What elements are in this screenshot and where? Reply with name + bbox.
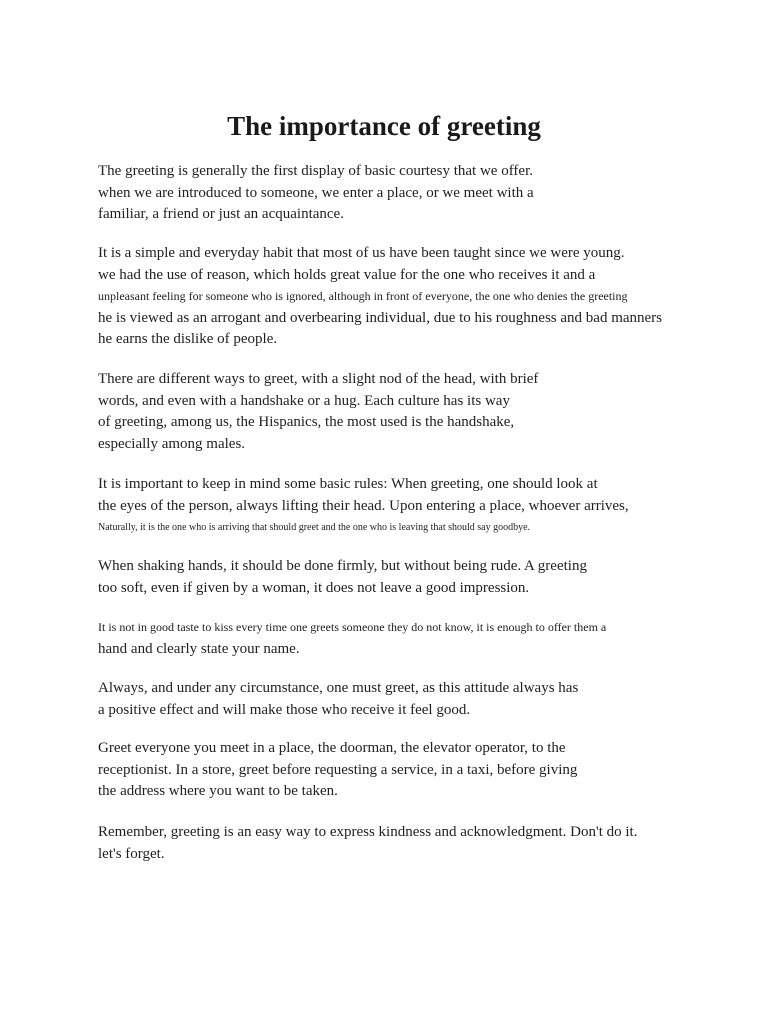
document-title: The importance of greeting: [227, 111, 541, 141]
paragraph: [98, 369, 738, 455]
paragraph: [98, 243, 738, 351]
paragraph: [98, 617, 738, 660]
text-line: he is viewed as an arrogant and overbearing individual, due to his roughness and bad manners: [98, 309, 663, 326]
text-line: we had the use of reason, which holds great value for the one who receives it and a: [98, 266, 596, 283]
text-line: Remember, greeting is an easy way to express kindness and acknowledgment. Don't do it.: [98, 824, 638, 840]
text-line: too soft, even if given by a woman, it does not leave a good impression.: [98, 579, 530, 596]
text-line: hand and clearly state your name.: [98, 640, 300, 657]
text-line: There are different ways to greet, with a slight nod of the head, with brief: [98, 371, 539, 387]
paragraph: [98, 161, 738, 226]
text-line: he earns the dislike of people.: [98, 331, 278, 347]
text-line: Naturally, it is the one who is arriving that should greet and the one who is leaving that should say goodbye.: [98, 522, 531, 533]
text-line: of greeting, among us, the Hispanics, the most used is the handshake,: [98, 414, 515, 430]
text-line: a positive effect and will make those who receive it feel good.: [98, 701, 471, 718]
paragraph: [98, 822, 738, 865]
text-line: familiar, a friend or just an acquaintance.: [98, 206, 344, 222]
paragraph: [98, 474, 738, 539]
text-line: When shaking hands, it should be done firmly, but without being rude. A greeting: [98, 558, 587, 574]
paragraph: [98, 738, 738, 803]
text-line: let's forget.: [98, 845, 165, 862]
text-line: The greeting is generally the first display of basic courtesy that we offer.: [98, 163, 533, 179]
text-line: the address where you want to be taken.: [98, 783, 338, 799]
text-line: the eyes of the person, always lifting their head. Upon entering a place, whoever arrives,: [98, 497, 629, 514]
paragraph: [98, 678, 738, 721]
paragraph: [98, 556, 738, 599]
text-line: receptionist. In a store, greet before requesting a service, in a taxi, before giving: [98, 761, 578, 778]
text-line: It is not in good taste to kiss every time one greets someone they do not know, it is enough to offer them a: [98, 620, 607, 634]
text-line: Greet everyone you meet in a place, the doorman, the elevator operator, to the: [98, 740, 566, 756]
text-line: unpleasant feeling for someone who is ignored, although in front of everyone, the one who denies the greeting: [98, 289, 628, 303]
text-line: It is important to keep in mind some basic rules: When greeting, one should look at: [98, 476, 598, 492]
text-line: It is a simple and everyday habit that most of us have been taught since we were young.: [98, 245, 625, 261]
text-line: words, and even with a handshake or a hug. Each culture has its way: [98, 392, 510, 409]
text-line: especially among males.: [98, 435, 246, 452]
text-line: Always, and under any circumstance, one must greet, as this attitude always has: [98, 680, 579, 696]
text-line: when we are introduced to someone, we enter a place, or we meet with a: [98, 184, 534, 201]
